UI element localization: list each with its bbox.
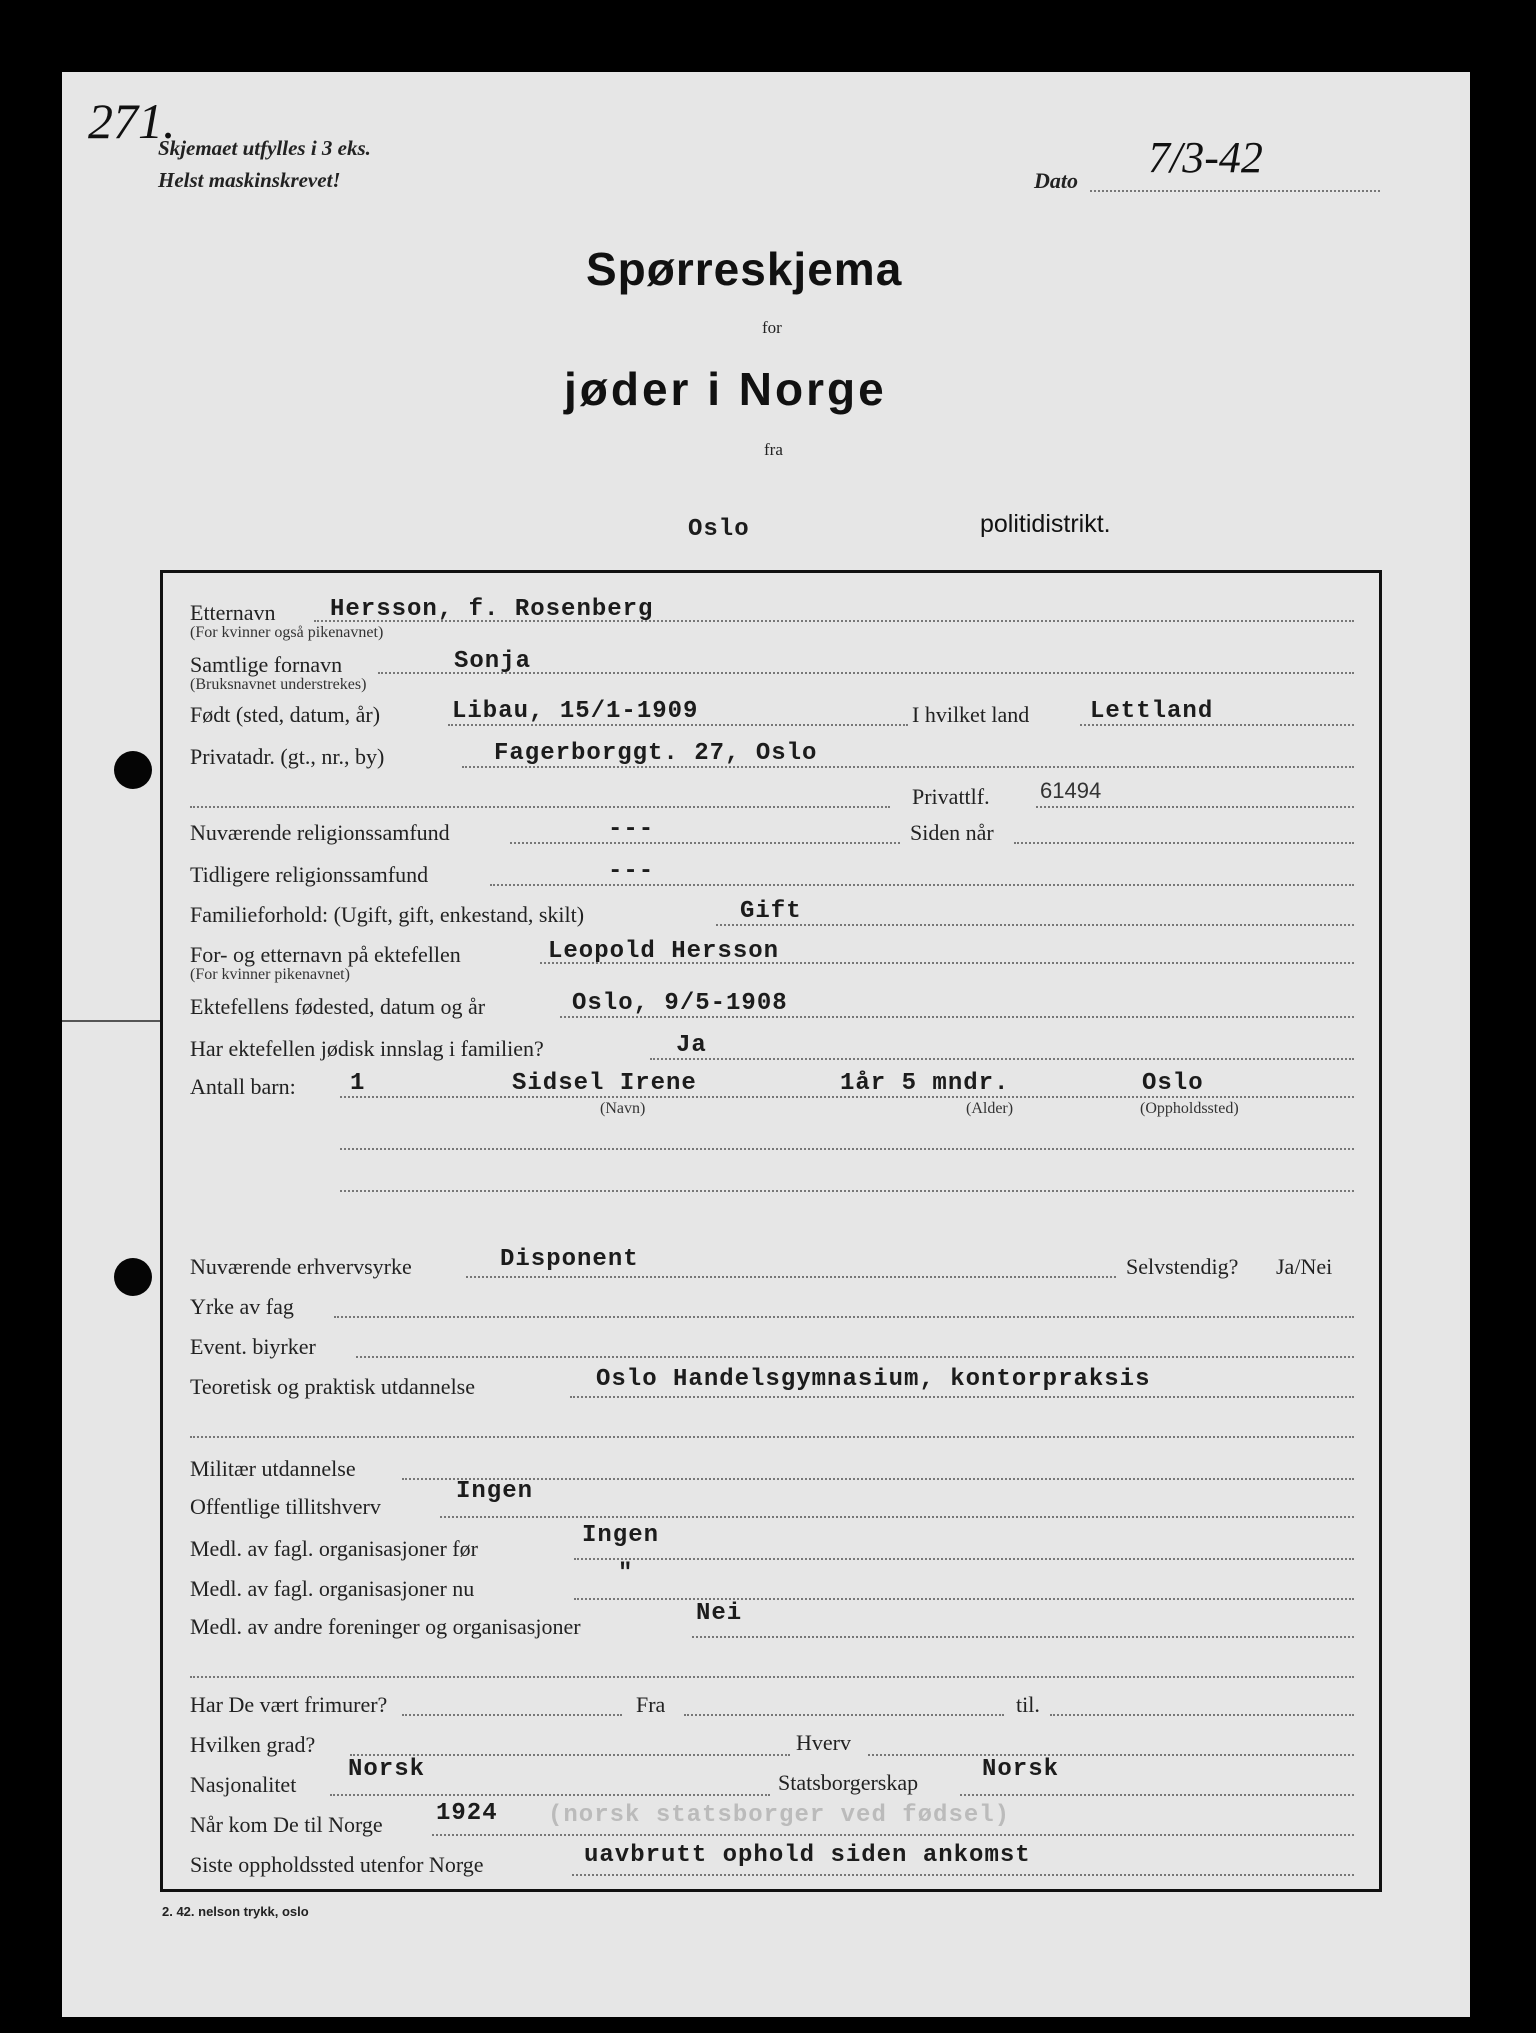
spouse-jewish-value: Ja — [676, 1032, 707, 1059]
citizenship-label: Statsborgerskap — [778, 1770, 919, 1795]
fold-line — [62, 1020, 162, 1022]
last-abroad-label: Siste oppholdssted utenfor Norge — [190, 1852, 484, 1877]
spouse-name-value: Leopold Hersson — [548, 938, 780, 965]
date-label: Dato — [1034, 168, 1078, 193]
arrival-year: 1924 — [436, 1800, 498, 1827]
first-names-label: Samtlige fornavn — [190, 652, 343, 677]
date-value: 7/3-42 — [1148, 133, 1263, 182]
union-now-label: Medl. av fagl. organisasjoner nu — [190, 1576, 475, 1601]
address-label: Privatadr. (gt., nr., by) — [190, 744, 385, 769]
spouse-jewish-label: Har ektefellen jødisk innslag i familien? — [190, 1036, 544, 1061]
nationality-label: Nasjonalitet — [190, 1772, 297, 1797]
birth-label: Født (sted, datum, år) — [190, 702, 381, 727]
religion-before-label: Tidligere religionssamfund — [190, 862, 429, 887]
religion-now-label: Nuværende religionssamfund — [190, 820, 450, 845]
occupation-value: Disponent — [500, 1246, 639, 1273]
arrival-label: Når kom De til Norge — [190, 1812, 383, 1837]
other-orgs-label: Medl. av andre foreninger og organisasjoner — [190, 1614, 581, 1639]
form-subtitle: jøder i Norge — [564, 363, 887, 415]
office-label: Hverv — [796, 1730, 851, 1755]
surname-note: (For kvinner også pikenavnet) — [190, 624, 384, 641]
birth-country-value: Lettland — [1090, 698, 1214, 725]
child-name: Sidsel Irene — [512, 1070, 697, 1097]
phone-value: 61494 — [1040, 778, 1102, 803]
union-before-value: Ingen — [582, 1522, 660, 1549]
instruction-copies: Skjemaet utfylles i 3 eks. — [158, 136, 371, 160]
arrival-note: (norsk statsborger ved fødsel) — [548, 1802, 1011, 1829]
address-value: Fagerborggt. 27, Oslo — [494, 740, 818, 767]
spouse-name-label: For- og etternavn på ektefellen — [190, 942, 461, 967]
title-fra: fra — [764, 440, 783, 459]
spouse-birth-label: Ektefellens fødested, datum og år — [190, 994, 486, 1019]
trade-label: Yrke av fag — [190, 1294, 294, 1319]
since-when-label: Siden når — [910, 820, 994, 845]
surname-value: Hersson, f. Rosenberg — [330, 596, 654, 623]
first-names-note: (Bruksnavnet understrekes) — [190, 676, 367, 693]
marital-status-label: Familieforhold: (Ugift, gift, enkestand, skilt) — [190, 902, 585, 927]
education-value: Oslo Handelsgymnasium, kontorpraksis — [596, 1366, 1151, 1393]
self-employed-label: Selvstendig? — [1126, 1254, 1239, 1279]
child-name-note: (Navn) — [600, 1100, 646, 1117]
punch-hole-bottom — [114, 1258, 152, 1296]
nationality-value: Norsk — [348, 1756, 426, 1783]
religion-now-value: --- — [608, 816, 655, 843]
title-for: for — [762, 318, 782, 337]
last-abroad-value: uavbrutt ophold siden ankomst — [584, 1842, 1031, 1869]
side-jobs-label: Event. biyrker — [190, 1334, 316, 1359]
archive-number: 271. — [88, 93, 176, 149]
child-age-note: (Alder) — [966, 1100, 1014, 1117]
spouse-name-note: (For kvinner pikenavnet) — [190, 966, 350, 983]
freemason-to-label: til. — [1016, 1692, 1040, 1717]
birth-country-label: I hvilket land — [912, 702, 1030, 727]
other-orgs-value: Nei — [696, 1600, 743, 1627]
citizenship-value: Norsk — [982, 1756, 1060, 1783]
marital-status-value: Gift — [740, 898, 802, 925]
public-office-label: Offentlige tillitshverv — [190, 1494, 381, 1519]
union-now-value: " — [618, 1560, 634, 1587]
printer-imprint: 2. 42. nelson trykk, oslo — [162, 1904, 309, 1919]
spouse-birth-value: Oslo, 9/5-1908 — [572, 990, 788, 1017]
phone-label: Privattlf. — [912, 784, 990, 809]
district-label: politidistrikt. — [980, 510, 1111, 538]
birth-value: Libau, 15/1-1909 — [452, 698, 699, 725]
degree-label: Hvilken grad? — [190, 1732, 316, 1757]
freemason-from-label: Fra — [636, 1692, 666, 1717]
military-label: Militær utdannelse — [190, 1456, 356, 1481]
child-age: 1år 5 mndr. — [840, 1070, 1010, 1097]
self-employed-options: Ja/Nei — [1276, 1254, 1333, 1279]
surname-label: Etternavn — [190, 600, 276, 625]
occupation-label: Nuværende erhvervsyrke — [190, 1254, 412, 1279]
child-residence-note: (Oppholdssted) — [1140, 1100, 1239, 1117]
religion-before-value: --- — [608, 858, 655, 885]
union-before-label: Medl. av fagl. organisasjoner før — [190, 1536, 478, 1561]
freemason-label: Har De vært frimurer? — [190, 1692, 388, 1717]
district-value: Oslo — [688, 516, 750, 543]
children-label: Antall barn: — [190, 1074, 296, 1099]
education-label: Teoretisk og praktisk utdannelse — [190, 1374, 476, 1399]
punch-hole-top — [114, 751, 152, 789]
instruction-typewritten: Helst maskinskrevet! — [158, 168, 341, 192]
children-count: 1 — [350, 1070, 366, 1097]
first-names-value: Sonja — [454, 648, 532, 675]
form-title: Spørreskjema — [586, 243, 903, 295]
child-residence: Oslo — [1142, 1070, 1204, 1097]
public-office-value: Ingen — [456, 1478, 534, 1505]
